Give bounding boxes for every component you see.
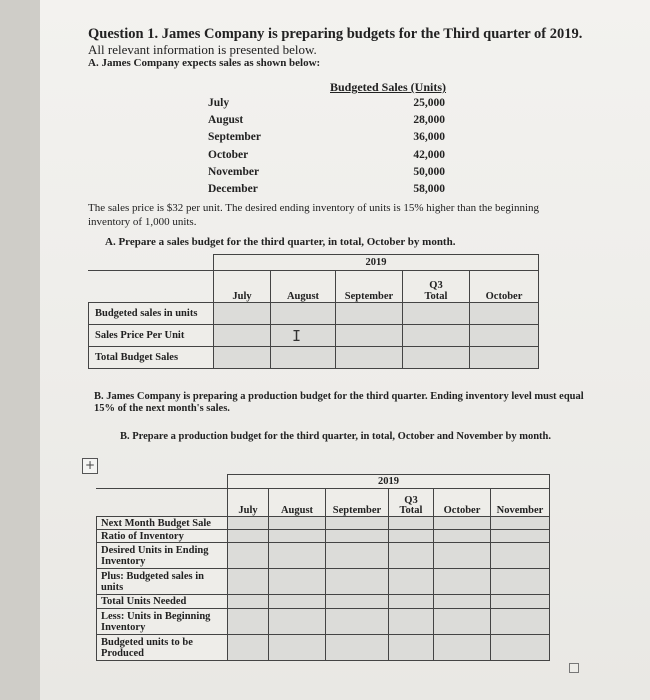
year-header: 2019 bbox=[228, 475, 550, 489]
input-cell[interactable] bbox=[214, 347, 271, 369]
sales-units: 42,000 bbox=[413, 149, 445, 161]
input-cell[interactable] bbox=[228, 543, 269, 569]
column-header: August bbox=[269, 489, 326, 517]
sales-units: 50,000 bbox=[413, 166, 445, 178]
input-cell[interactable] bbox=[491, 569, 550, 595]
text-cursor-icon: I bbox=[292, 327, 302, 345]
input-cell[interactable] bbox=[403, 303, 470, 325]
input-cell[interactable] bbox=[269, 530, 326, 543]
input-cell[interactable] bbox=[389, 609, 434, 635]
column-header: August bbox=[271, 271, 336, 303]
input-cell[interactable] bbox=[389, 530, 434, 543]
sales-units: 58,000 bbox=[413, 183, 445, 195]
input-cell[interactable] bbox=[326, 595, 389, 609]
table-move-icon[interactable]: + bbox=[82, 458, 98, 474]
table-resize-handle[interactable] bbox=[569, 663, 579, 673]
column-header: October bbox=[434, 489, 491, 517]
column-header: Q3 Total bbox=[389, 489, 434, 517]
input-cell[interactable] bbox=[434, 595, 491, 609]
input-cell[interactable] bbox=[491, 530, 550, 543]
row-label: Ratio of Inventory bbox=[97, 530, 228, 543]
budgeted-sales-header: Budgeted Sales (Units) bbox=[330, 80, 447, 94]
input-cell[interactable] bbox=[326, 543, 389, 569]
input-cell[interactable] bbox=[336, 347, 403, 369]
input-cell[interactable] bbox=[389, 595, 434, 609]
input-cell[interactable] bbox=[389, 517, 434, 530]
production-budget-table bbox=[96, 474, 550, 661]
column-header: September bbox=[326, 489, 389, 517]
row-label: Desired Units in Ending Inventory bbox=[97, 543, 228, 569]
input-cell[interactable] bbox=[326, 517, 389, 530]
sales-budget-table bbox=[88, 254, 539, 369]
sales-month: December bbox=[208, 183, 258, 195]
input-cell[interactable] bbox=[434, 543, 491, 569]
sales-units: 36,000 bbox=[413, 131, 445, 143]
input-cell[interactable] bbox=[326, 530, 389, 543]
input-cell[interactable] bbox=[434, 609, 491, 635]
question-subtitle: All relevant information is presented below. bbox=[88, 42, 317, 57]
input-cell[interactable] bbox=[491, 609, 550, 635]
input-cell[interactable] bbox=[491, 635, 550, 661]
sales-month: November bbox=[208, 166, 260, 178]
column-header: October bbox=[470, 271, 539, 303]
input-cell[interactable] bbox=[336, 325, 403, 347]
input-cell[interactable] bbox=[214, 325, 271, 347]
input-cell[interactable] bbox=[491, 543, 550, 569]
year-header: 2019 bbox=[214, 255, 539, 271]
requirement-a: A. Prepare a sales budget for the third quarter, in total, October by month. bbox=[105, 236, 456, 248]
part-a-intro: A. James Company expects sales as shown below: bbox=[88, 57, 321, 69]
input-cell[interactable] bbox=[269, 543, 326, 569]
row-label: Total Budget Sales bbox=[89, 347, 214, 369]
input-cell[interactable] bbox=[228, 595, 269, 609]
row-label: Next Month Budget Sale bbox=[97, 517, 228, 530]
input-cell[interactable] bbox=[403, 325, 470, 347]
input-cell[interactable] bbox=[470, 347, 539, 369]
input-cell[interactable] bbox=[228, 517, 269, 530]
column-header: Q3 Total bbox=[403, 271, 470, 303]
input-cell[interactable] bbox=[491, 595, 550, 609]
row-label: Less: Units in Beginning Inventory bbox=[97, 609, 228, 635]
input-cell[interactable] bbox=[403, 347, 470, 369]
sales-month: September bbox=[208, 131, 262, 143]
column-header: November bbox=[491, 489, 550, 517]
input-cell[interactable] bbox=[228, 609, 269, 635]
input-cell[interactable] bbox=[271, 347, 336, 369]
input-cell[interactable] bbox=[269, 595, 326, 609]
requirement-b: B. Prepare a production budget for the third quarter, in total, October and November by month. bbox=[120, 431, 551, 442]
input-cell[interactable] bbox=[389, 569, 434, 595]
input-cell[interactable] bbox=[434, 517, 491, 530]
part-b-intro: B. James Company is preparing a production budget for the third quarter. Ending inventory level must equal 15% of the next month's sales. bbox=[94, 391, 584, 414]
input-cell[interactable] bbox=[269, 635, 326, 661]
sales-month: July bbox=[208, 97, 230, 109]
input-cell[interactable] bbox=[434, 569, 491, 595]
row-label: Budgeted sales in units bbox=[89, 303, 214, 325]
input-cell[interactable] bbox=[326, 635, 389, 661]
input-cell[interactable] bbox=[271, 325, 336, 347]
question-title: Question 1. James Company is preparing budgets for the Third quarter of 2019. bbox=[88, 26, 583, 42]
sales-price-paragraph: The sales price is $32 per unit. The desired ending inventory of units is 15% higher than the beginning inventory of 1,000 units. bbox=[88, 202, 540, 228]
sales-month: August bbox=[208, 114, 244, 126]
row-label: Budgeted units to be Produced bbox=[97, 635, 228, 661]
input-cell[interactable] bbox=[434, 530, 491, 543]
input-cell[interactable] bbox=[269, 609, 326, 635]
input-cell[interactable] bbox=[326, 609, 389, 635]
input-cell[interactable] bbox=[326, 569, 389, 595]
column-header: July bbox=[228, 489, 269, 517]
input-cell[interactable] bbox=[269, 517, 326, 530]
input-cell[interactable] bbox=[470, 303, 539, 325]
row-label: Total Units Needed bbox=[97, 595, 228, 609]
input-cell[interactable] bbox=[389, 635, 434, 661]
input-cell[interactable] bbox=[271, 303, 336, 325]
input-cell[interactable] bbox=[470, 325, 539, 347]
sales-units: 28,000 bbox=[413, 114, 445, 126]
input-cell[interactable] bbox=[389, 543, 434, 569]
input-cell[interactable] bbox=[228, 635, 269, 661]
input-cell[interactable] bbox=[269, 569, 326, 595]
column-header: September bbox=[336, 271, 403, 303]
input-cell[interactable] bbox=[434, 635, 491, 661]
sales-month: October bbox=[208, 149, 249, 161]
row-label: Plus: Budgeted sales in units bbox=[97, 569, 228, 595]
sales-units: 25,000 bbox=[413, 97, 445, 109]
input-cell[interactable] bbox=[214, 303, 271, 325]
column-header: July bbox=[214, 271, 271, 303]
input-cell[interactable] bbox=[336, 303, 403, 325]
input-cell[interactable] bbox=[228, 569, 269, 595]
input-cell[interactable] bbox=[491, 517, 550, 530]
row-label: Sales Price Per Unit bbox=[89, 325, 214, 347]
input-cell[interactable] bbox=[228, 530, 269, 543]
